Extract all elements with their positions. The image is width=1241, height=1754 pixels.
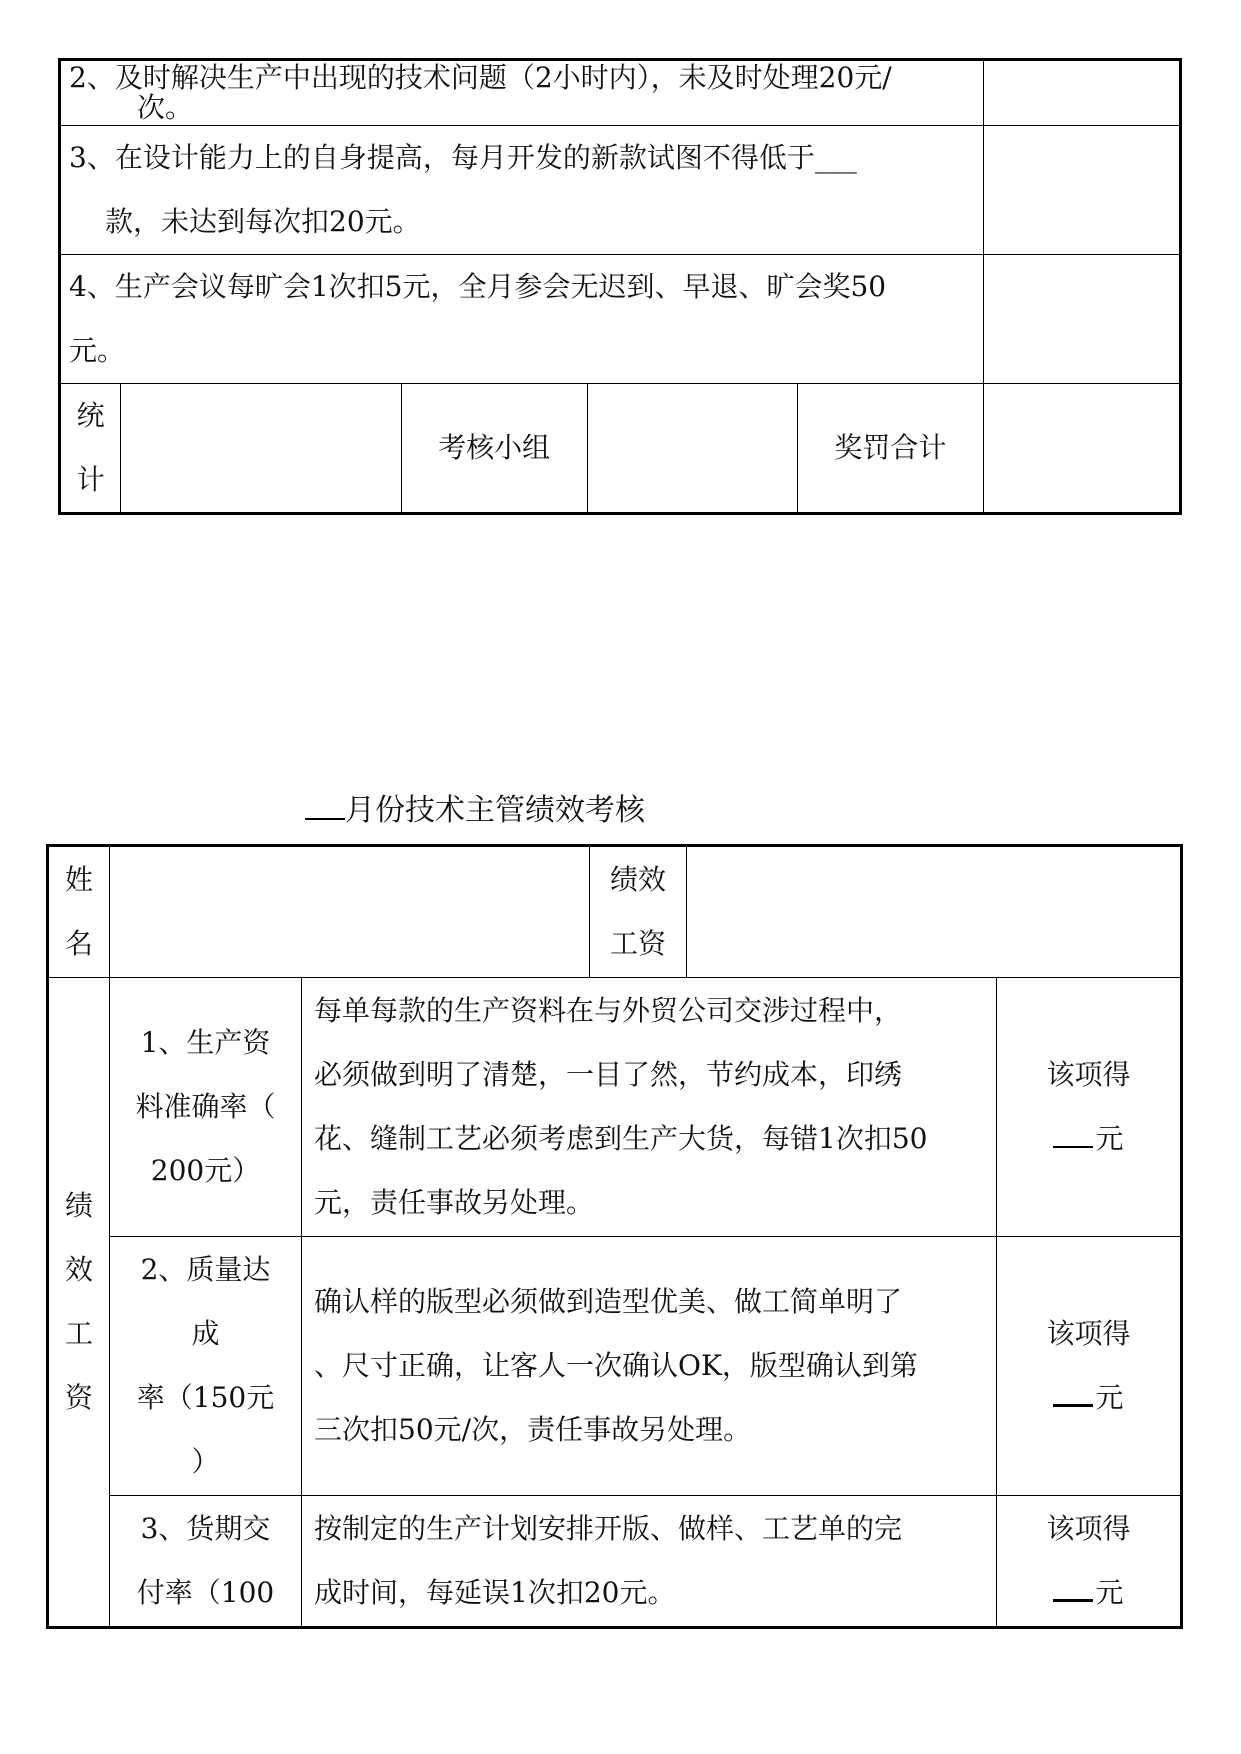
item-2-line1: 2、及时解决生产中出现的技术问题（2小时内），未及时处理20元/ bbox=[69, 61, 892, 94]
criterion-1-line: 200元） bbox=[150, 1154, 261, 1187]
item-3-score-cell[interactable] bbox=[983, 126, 1180, 255]
score-1-label: 该项得 bbox=[1046, 1058, 1131, 1091]
description-3-line: 按制定的生产计划安排开版、做样、工艺单的完 bbox=[314, 1512, 903, 1545]
score-3-unit: 元 bbox=[1095, 1576, 1124, 1609]
criterion-2-line: ） bbox=[191, 1445, 220, 1478]
item-2-cell bbox=[60, 60, 984, 126]
assessment-table-continued bbox=[58, 58, 1182, 515]
performance-pay-value-cell[interactable] bbox=[687, 846, 1182, 978]
side-label-char-1: 绩 bbox=[64, 1189, 93, 1222]
item-3-line1: 3、在设计能力上的自身提高，每月开发的新款试图不得低于___ bbox=[69, 141, 857, 174]
score-1-unit: 元 bbox=[1095, 1122, 1124, 1155]
criterion-1-line: 1、生产资 bbox=[140, 1026, 271, 1059]
name-value-cell[interactable] bbox=[110, 846, 590, 978]
item-4-cell bbox=[60, 255, 984, 384]
description-2-line: 三次扣50元/次，责任事故另处理。 bbox=[314, 1413, 752, 1446]
score-2-cell bbox=[997, 1237, 1182, 1496]
criterion-1-cell bbox=[110, 978, 302, 1237]
description-3-line: 成时间，每延误1次扣20元。 bbox=[314, 1576, 676, 1609]
review-group-label: 考核小组 bbox=[401, 384, 587, 514]
score-2-label: 该项得 bbox=[1046, 1317, 1131, 1350]
side-label-char-3: 工 bbox=[64, 1317, 93, 1350]
score-1-cell bbox=[997, 978, 1182, 1237]
score-2-unit: 元 bbox=[1095, 1381, 1124, 1414]
performance-pay-label-line1: 绩效 bbox=[609, 863, 666, 896]
item-4-line2: 元。 bbox=[69, 334, 126, 367]
stat-label-char-1: 统 bbox=[76, 399, 105, 432]
stat-value-cell[interactable] bbox=[121, 384, 401, 514]
criterion-2-line: 成 bbox=[191, 1317, 220, 1350]
name-label-char-2: 名 bbox=[64, 927, 93, 960]
reward-penalty-total-label: 奖罚合计 bbox=[797, 384, 983, 514]
description-2-cell bbox=[302, 1237, 997, 1496]
description-1-line: 花、缝制工艺必须考虑到生产大货，每错1次扣50 bbox=[314, 1122, 928, 1155]
item-3-cell bbox=[60, 126, 984, 255]
description-2-line: 确认样的版型必须做到造型优美、做工简单明了 bbox=[314, 1285, 903, 1318]
reward-penalty-total-value-cell[interactable] bbox=[983, 384, 1180, 514]
description-1-line: 必须做到明了清楚，一目了然，节约成本，印绣 bbox=[314, 1058, 903, 1091]
item-4-line1: 4、生产会议每旷会1次扣5元，全月参会无迟到、早退、旷会奖50 bbox=[69, 270, 887, 303]
performance-pay-label-cell bbox=[590, 846, 687, 978]
criterion-3-line: 付率（100 bbox=[136, 1576, 275, 1609]
item-2-score-cell[interactable] bbox=[983, 60, 1180, 126]
score-2-blank[interactable] bbox=[1053, 1378, 1093, 1407]
performance-pay-side-label bbox=[48, 978, 110, 1628]
criterion-1-line: 料准确率（ bbox=[135, 1090, 276, 1123]
performance-pay-label-line2: 工资 bbox=[609, 927, 666, 960]
score-3-cell bbox=[997, 1496, 1182, 1628]
stat-label-char-2: 计 bbox=[76, 463, 105, 496]
score-3-label: 该项得 bbox=[1046, 1512, 1131, 1545]
page-title bbox=[305, 790, 645, 831]
tech-supervisor-assessment-table bbox=[46, 844, 1183, 1629]
name-label-cell bbox=[48, 846, 110, 978]
criterion-3-line: 3、货期交 bbox=[140, 1512, 271, 1545]
description-1-line: 元，责任事故另处理。 bbox=[314, 1186, 595, 1219]
score-3-blank[interactable] bbox=[1053, 1573, 1093, 1602]
description-3-cell bbox=[302, 1496, 997, 1628]
side-label-char-2: 效 bbox=[64, 1253, 93, 1286]
criterion-2-cell bbox=[110, 1237, 302, 1496]
item-2-line2: 次。 bbox=[137, 91, 194, 124]
name-label-char-1: 姓 bbox=[64, 863, 93, 896]
description-1-cell bbox=[302, 978, 997, 1237]
review-group-value-cell[interactable] bbox=[587, 384, 797, 514]
description-1-line: 每单每款的生产资料在与外贸公司交涉过程中， bbox=[314, 994, 903, 1027]
description-2-line: 、尺寸正确，让客人一次确认OK，版型确认到第 bbox=[314, 1349, 918, 1382]
score-1-blank[interactable] bbox=[1053, 1120, 1093, 1148]
criterion-2-line: 率（150元 bbox=[136, 1381, 275, 1414]
item-3-line2: 款，未达到每次扣20元。 bbox=[105, 205, 421, 238]
criterion-3-cell bbox=[110, 1496, 302, 1628]
title-text: 月份技术主管绩效考核 bbox=[345, 793, 645, 828]
month-blank[interactable] bbox=[305, 790, 345, 820]
side-label-char-4: 资 bbox=[64, 1381, 93, 1414]
stat-label-cell bbox=[60, 384, 121, 514]
criterion-2-line: 2、质量达 bbox=[140, 1253, 271, 1286]
item-4-score-cell[interactable] bbox=[983, 255, 1180, 384]
